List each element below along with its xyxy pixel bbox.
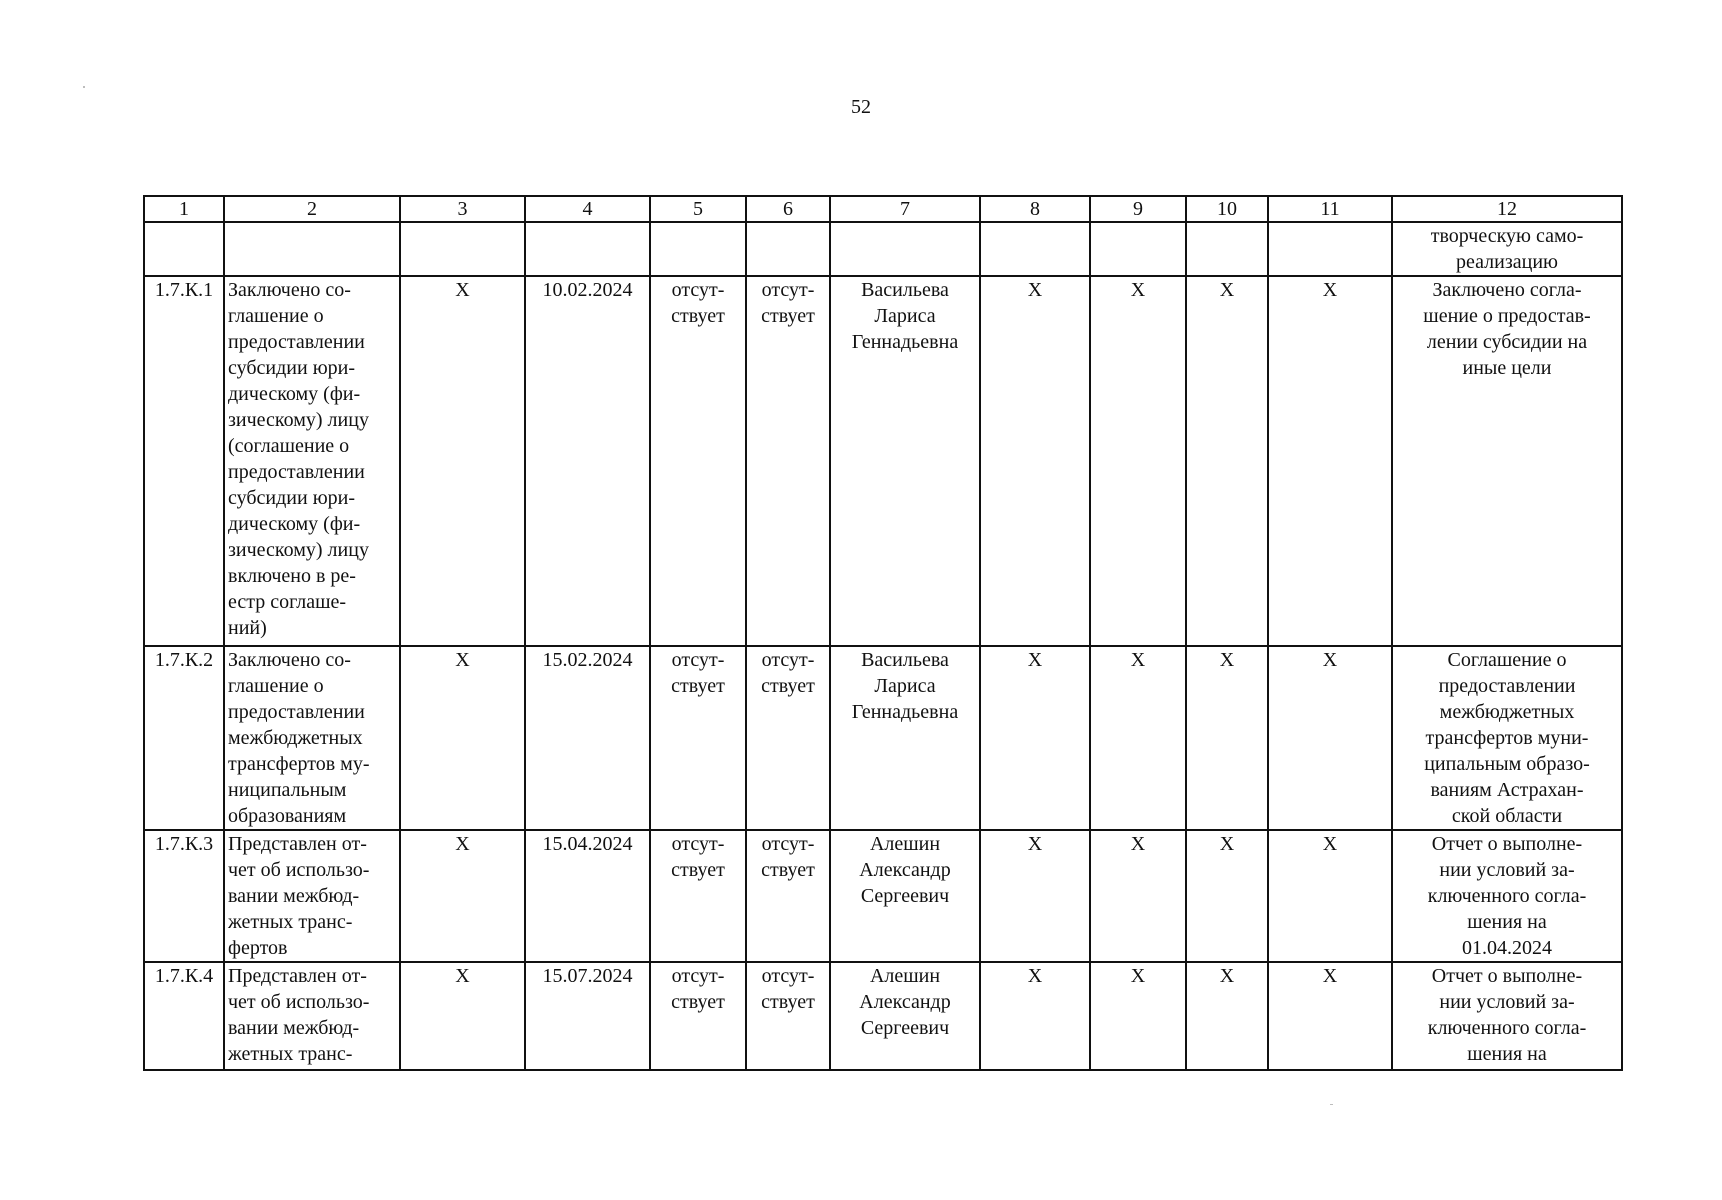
responsible-cell: Алешин Александр Сергеевич [830,962,980,1070]
column-number: 4 [525,196,650,222]
mark-cell: X [400,276,525,646]
responsible-cell: Васильева Лариса Геннадьевна [830,276,980,646]
empty-cell [525,222,650,276]
column-number: 6 [746,196,830,222]
mark-cell: X [1268,646,1392,830]
status-cell: отсут- ствует [746,276,830,646]
column-number: 7 [830,196,980,222]
mark-cell: X [1268,962,1392,1070]
scan-speck [1330,1104,1333,1105]
empty-cell [1186,222,1268,276]
table-row [144,646,1622,830]
column-number: 9 [1090,196,1186,222]
empty-cell [650,222,746,276]
event-cell: Представлен от- чет об использо- вании межбюд- жетных транс- фертов [224,830,400,962]
status-cell: отсут- ствует [650,646,746,830]
column-number: 8 [980,196,1090,222]
mark-cell: X [980,962,1090,1070]
checkpoint-id: 1.7.К.1 [144,276,224,646]
page-number: 52 [851,96,871,118]
mark-cell: X [1186,962,1268,1070]
column-number: 10 [1186,196,1268,222]
date-cell: 15.07.2024 [525,962,650,1070]
date-cell: 10.02.2024 [525,276,650,646]
column-number: 1 [144,196,224,222]
mark-cell: X [1268,830,1392,962]
mark-cell: X [1268,276,1392,646]
table-row [144,830,1622,962]
empty-cell [746,222,830,276]
column-number: 5 [650,196,746,222]
date-cell: 15.02.2024 [525,646,650,830]
table-row-continuation [144,222,1622,276]
responsible-cell: Алешин Александр Сергеевич [830,830,980,962]
empty-cell [1090,222,1186,276]
mark-cell: X [1186,646,1268,830]
column-number: 11 [1268,196,1392,222]
mark-cell: X [1186,276,1268,646]
checkpoint-id: 1.7.К.3 [144,830,224,962]
status-cell: отсут- ствует [650,830,746,962]
table-row [144,962,1622,1070]
result-cell: Отчет о выполне- нии условий за- ключенного согла- шения на [1392,962,1622,1070]
mark-cell: X [400,830,525,962]
mark-cell: X [980,830,1090,962]
checkpoint-id: 1.7.К.4 [144,962,224,1070]
empty-cell [224,222,400,276]
column-number: 3 [400,196,525,222]
mark-cell: X [400,646,525,830]
plan-table [143,195,1623,1071]
mark-cell: X [980,646,1090,830]
mark-cell: X [1090,276,1186,646]
mark-cell: X [1090,646,1186,830]
column-number: 2 [224,196,400,222]
empty-cell [400,222,525,276]
mark-cell: X [400,962,525,1070]
empty-cell [144,222,224,276]
event-cell: Заключено со- глашение о предоставлении субсидии юри- дическому (фи- зическому) лицу (соглашение о предоставлении субсидии юри- дическому (фи- зическому) лицу включено в ре- естр соглаше- ний) [224,276,400,646]
result-cell: творческую само- реализацию [1392,222,1622,276]
result-cell: Отчет о выполне- нии условий за- ключенного согла- шения на 01.04.2024 [1392,830,1622,962]
event-cell: Представлен от- чет об использо- вании межбюд- жетных транс- [224,962,400,1070]
table-header-row [144,196,1622,222]
empty-cell [980,222,1090,276]
mark-cell: X [1090,830,1186,962]
status-cell: отсут- ствует [746,962,830,1070]
scan-speck [83,86,85,88]
result-cell: Заключено согла- шение о предостав- лении субсидии на иные цели [1392,276,1622,646]
column-number: 12 [1392,196,1622,222]
event-cell: Заключено со- глашение о предоставлении межбюджетных трансфертов му- ниципальным образованиям [224,646,400,830]
empty-cell [1268,222,1392,276]
checkpoint-id: 1.7.К.2 [144,646,224,830]
result-cell: Соглашение о предоставлении межбюджетных трансфертов муни- ципальным образо- ваниям Астрахан- ской области [1392,646,1622,830]
table-row [144,276,1622,646]
status-cell: отсут- ствует [746,646,830,830]
status-cell: отсут- ствует [650,276,746,646]
empty-cell [830,222,980,276]
mark-cell: X [1090,962,1186,1070]
date-cell: 15.04.2024 [525,830,650,962]
responsible-cell: Васильева Лариса Геннадьевна [830,646,980,830]
status-cell: отсут- ствует [650,962,746,1070]
mark-cell: X [1186,830,1268,962]
status-cell: отсут- ствует [746,830,830,962]
mark-cell: X [980,276,1090,646]
